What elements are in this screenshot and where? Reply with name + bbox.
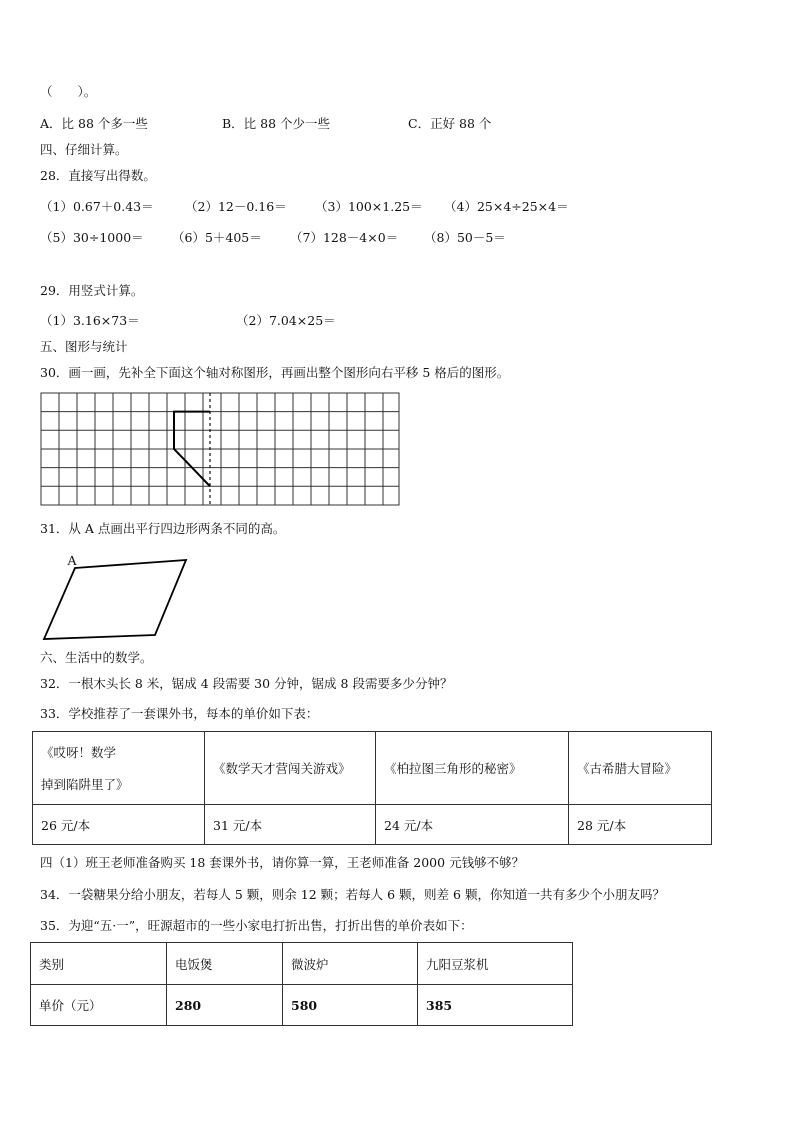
q28-item-7: （7）128－4×0＝ bbox=[290, 230, 399, 245]
q28-item-1: （1）0.67＋0.43＝ bbox=[40, 199, 154, 214]
book-price-2: 31 元/本 bbox=[205, 805, 376, 845]
price-header-soymilk-maker: 九阳豆浆机 bbox=[418, 943, 573, 985]
q30-title: 30．画一画，先补全下面这个轴对称图形，再画出整个图形向右平移 5 格后的图形。 bbox=[40, 365, 510, 380]
price-header-category: 类别 bbox=[31, 943, 167, 985]
q28-item-3: （3）100×1.25＝ bbox=[315, 199, 423, 214]
price-header-microwave: 微波炉 bbox=[283, 943, 418, 985]
section-heading-6: 六、生活中的数学。 bbox=[40, 650, 153, 665]
option-b: B．比 88 个少一些 bbox=[222, 116, 331, 131]
price-row-label: 单价（元） bbox=[31, 985, 167, 1026]
book-title-cell-1 bbox=[33, 732, 205, 805]
q30-grid bbox=[40, 392, 402, 508]
book-price-3: 24 元/本 bbox=[376, 805, 569, 845]
book-title-2: 《数学天才营闯关游戏》 bbox=[205, 732, 376, 805]
section-heading-4: 四、仔细计算。 bbox=[40, 142, 128, 157]
price-header-rice-cooker: 电饭煲 bbox=[167, 943, 283, 985]
book-title-1b: 掉到陷阱里了》 bbox=[41, 777, 129, 792]
q29-item-1: （1）3.16×73＝ bbox=[40, 313, 140, 328]
price-soymilk-maker: 385 bbox=[418, 985, 573, 1026]
q33-text: 33．学校推荐了一套课外书，每本的单价如下表： bbox=[40, 706, 319, 721]
q35-text: 35．为迎“五·一”，旺源超市的一些小家电打折出售，打折出售的单价表如下： bbox=[40, 918, 473, 933]
q32-text: 32．一根木头长 8 米，锯成 4 段需要 30 分钟，锯成 8 段需要多少分钟？ bbox=[40, 676, 453, 691]
q34-text: 34．一袋糖果分给小朋友，若每人 5 颗，则余 12 颗；若每人 6 颗，则差 6 颗，你知道一共有多少个小朋友吗？ bbox=[40, 887, 665, 902]
book-title-1a: 《哎呀！数学 bbox=[41, 745, 117, 760]
q28-item-2: （2）12－0.16＝ bbox=[185, 199, 287, 214]
q33-followup: 四（1）班王老师准备购买 18 套课外书，请你算一算，王老师准备 2000 元钱够不够？ bbox=[40, 855, 525, 870]
book-title-4: 《古希腊大冒险》 bbox=[569, 732, 712, 805]
q31-parallelogram bbox=[40, 548, 192, 644]
section-heading-5: 五、图形与统计 bbox=[40, 339, 128, 354]
option-c: C．正好 88 个 bbox=[408, 116, 492, 131]
q28-title: 28．直接写出得数。 bbox=[40, 168, 156, 183]
book-title-3: 《柏拉图三角形的秘密》 bbox=[376, 732, 569, 805]
book-price-4: 28 元/本 bbox=[569, 805, 712, 845]
q31-title: 31．从 A 点画出平行四边形两条不同的高。 bbox=[40, 521, 286, 536]
q28-item-6: （6）5＋405＝ bbox=[172, 230, 262, 245]
option-a: A．比 88 个多一些 bbox=[40, 116, 148, 131]
answer-bracket: （ ）。 bbox=[40, 84, 97, 99]
q28-item-5: （5）30÷1000＝ bbox=[40, 230, 144, 245]
point-a-label: A bbox=[67, 554, 78, 569]
book-price-1: 26 元/本 bbox=[33, 805, 205, 845]
price-rice-cooker: 280 bbox=[167, 985, 283, 1026]
q35-price-table bbox=[30, 942, 573, 1026]
q28-item-8: （8）50－5＝ bbox=[424, 230, 506, 245]
q29-title: 29．用竖式计算。 bbox=[40, 283, 144, 298]
price-microwave: 580 bbox=[283, 985, 418, 1026]
q28-item-4: （4）25×4÷25×4＝ bbox=[444, 199, 569, 214]
q33-book-table bbox=[32, 731, 712, 845]
q29-item-2: （2）7.04×25＝ bbox=[236, 313, 336, 328]
